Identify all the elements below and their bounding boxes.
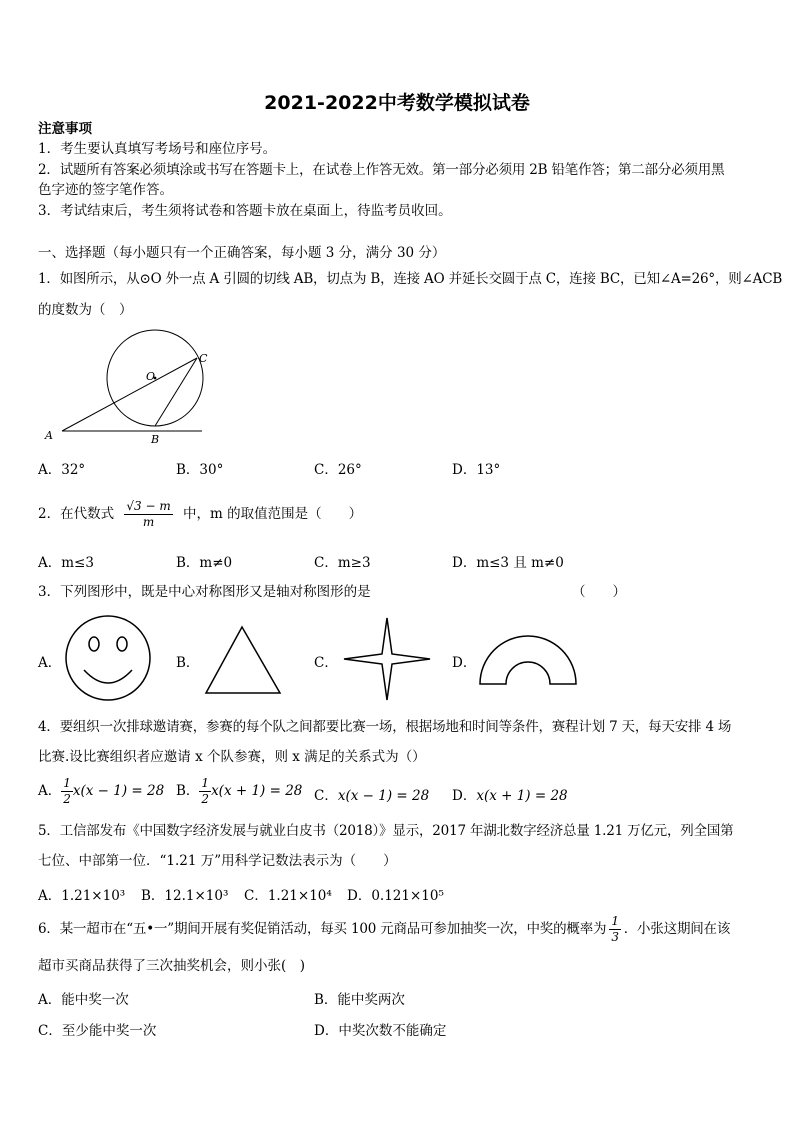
- notice-item: 色字迹的签字笔作答。: [38, 182, 173, 198]
- question-1-text: 1．如图所示，从⊙O 外一点 A 引圆的切线 AB，切点为 B，连接 AO 并延长交圆于点 C，连接 BC，已知∠A=26°，则∠ACB: [38, 271, 783, 287]
- q5-option-a[interactable]: A．1.21×10³: [38, 888, 126, 904]
- frac-num: 1: [63, 776, 71, 790]
- question-2-text: [38, 497, 362, 531]
- notice-heading: 注意事项: [38, 121, 92, 137]
- half-annulus-figure[interactable]: [478, 630, 578, 686]
- q6-option-a[interactable]: A．能中奖一次: [38, 992, 129, 1008]
- q4-option-a-label: A．: [38, 783, 62, 799]
- line-bc: [155, 358, 197, 426]
- q3-option-d-label[interactable]: D．: [452, 655, 477, 671]
- q4-option-c-expr: x(x − 1) = 28: [337, 788, 430, 804]
- q2-option-c[interactable]: C．m≥3: [314, 555, 371, 571]
- q4-option-c[interactable]: [314, 784, 429, 804]
- q2-option-d[interactable]: D．m≤3 且 m≠0: [452, 555, 564, 571]
- q4-option-d-expr: x(x + 1) = 28: [476, 788, 568, 804]
- q3-option-a-label[interactable]: A．: [38, 655, 62, 671]
- question-3-text: 3．下列图形中，既是中心对称图形又是轴对称图形的是: [38, 584, 371, 600]
- frac-den: 2: [63, 792, 71, 806]
- q1-option-b[interactable]: B．30°: [176, 462, 224, 478]
- q2-option-b[interactable]: B．m≠0: [176, 555, 233, 571]
- q2-post: 中，m 的取值范围是（ ）: [183, 506, 363, 522]
- question-6-text-cont: 超市买商品获得了三次抽奖机会，则小张( ): [38, 958, 306, 974]
- arch-shape: [480, 636, 576, 684]
- q2-pre: 2．在代数式: [38, 506, 115, 522]
- smiley-face-figure[interactable]: [64, 614, 154, 704]
- q4-option-d[interactable]: [452, 784, 568, 804]
- triangle-shape: [206, 627, 280, 693]
- four-point-star-figure[interactable]: [342, 616, 432, 702]
- frac-num: 1: [201, 776, 210, 790]
- q6-pre: 6．某一超市在“五•一”期间开展有奖促销活动，每买 100 元商品可参加抽奖一次，中奖的概率为: [38, 921, 607, 937]
- question-1-text-cont: 的度数为（ ）: [38, 302, 133, 318]
- q2-frac-den: m: [142, 515, 155, 529]
- question-3-paren: （ ）: [572, 584, 626, 600]
- q2-option-a[interactable]: A．m≤3: [38, 555, 94, 571]
- face-outline: [66, 616, 150, 700]
- star-shape: [344, 618, 430, 700]
- label-o: O: [146, 370, 156, 383]
- question-6-text: [38, 912, 730, 946]
- triangle-figure[interactable]: [204, 625, 284, 695]
- q1-circle-tangent-figure: [40, 325, 240, 450]
- q6-fraction: [609, 914, 620, 945]
- q4-option-a[interactable]: [38, 776, 164, 807]
- label-b: B: [151, 433, 160, 446]
- notice-item: 2．试题所有答案必须填涂或书写在答题卡上，在试卷上作答无效。第一部分必须用 2B 铅笔作答；第二部分必须用黑: [38, 162, 725, 178]
- q1-option-a[interactable]: A．32°: [38, 462, 86, 478]
- q3-option-c-label[interactable]: C．: [314, 655, 338, 671]
- q5-option-b[interactable]: B．12.1×10³: [141, 888, 229, 904]
- q6-option-b[interactable]: B．能中奖两次: [314, 992, 405, 1008]
- q4-option-c-label: C．: [314, 788, 338, 804]
- notice-item: 3．考试结束后，考生须将试卷和答题卡放在桌面上，待监考员收回。: [38, 203, 452, 219]
- q5-option-c[interactable]: C．1.21×10⁴: [244, 888, 332, 904]
- label-a: A: [45, 429, 53, 442]
- q1-option-d[interactable]: D．13°: [452, 462, 501, 478]
- q5-option-d[interactable]: D．0.121×10⁵: [347, 888, 444, 904]
- q6-post: ．小张这期间在该: [623, 921, 731, 937]
- section-heading: 一、选择题（每小题只有一个正确答案，每小题 3 分，满分 30 分）: [38, 245, 446, 261]
- q4-option-d-label: D．: [452, 788, 477, 804]
- q1-option-c[interactable]: C．26°: [314, 462, 362, 478]
- page-title: 2021-2022中考数学模拟试卷: [264, 92, 530, 114]
- q6-option-d[interactable]: D．中奖次数不能确定: [314, 1023, 447, 1039]
- label-c: C: [199, 352, 208, 365]
- smile-mouth: [84, 670, 132, 683]
- right-eye: [117, 637, 127, 651]
- q2-frac-num: √3 − m: [126, 499, 171, 513]
- q4-a-frac: [61, 776, 73, 807]
- q4-option-b-expr: x(x + 1) = 28: [211, 783, 303, 799]
- line-ac: [62, 358, 197, 431]
- left-eye: [89, 637, 99, 651]
- question-5-text-cont: 七位、中部第一位．“1.21 万”用科学记数法表示为（ ）: [38, 853, 397, 869]
- q4-option-b[interactable]: [176, 776, 302, 807]
- question-5-text: 5．工信部发布《中国数字经济发展与就业白皮书（2018）》显示，2017 年湖北数字经济总量 1.21 万亿元，列全国第: [38, 823, 734, 839]
- q2-fraction: [124, 499, 172, 530]
- q4-b-frac: [199, 776, 211, 807]
- frac-den: 2: [201, 792, 210, 806]
- question-4-text-cont: 比赛.设比赛组织者应邀请 x 个队参赛，则 x 满足的关系式为（）: [38, 749, 426, 765]
- q4-option-b-label: B．: [176, 783, 200, 799]
- notice-item: 1．考生要认真填写考场号和座位序号。: [38, 141, 277, 157]
- question-4-text: 4．要组织一次排球邀请赛，参赛的每个队之间都要比赛一场，根据场地和时间等条件，赛程计划 7 天，每天安排 4 场: [38, 719, 732, 735]
- frac-num: 1: [611, 914, 619, 928]
- q3-option-b-label[interactable]: B．: [176, 655, 200, 671]
- q4-option-a-expr: x(x − 1) = 28: [72, 783, 165, 799]
- frac-den: 3: [611, 930, 619, 944]
- q6-option-c[interactable]: C．至少能中奖一次: [38, 1023, 157, 1039]
